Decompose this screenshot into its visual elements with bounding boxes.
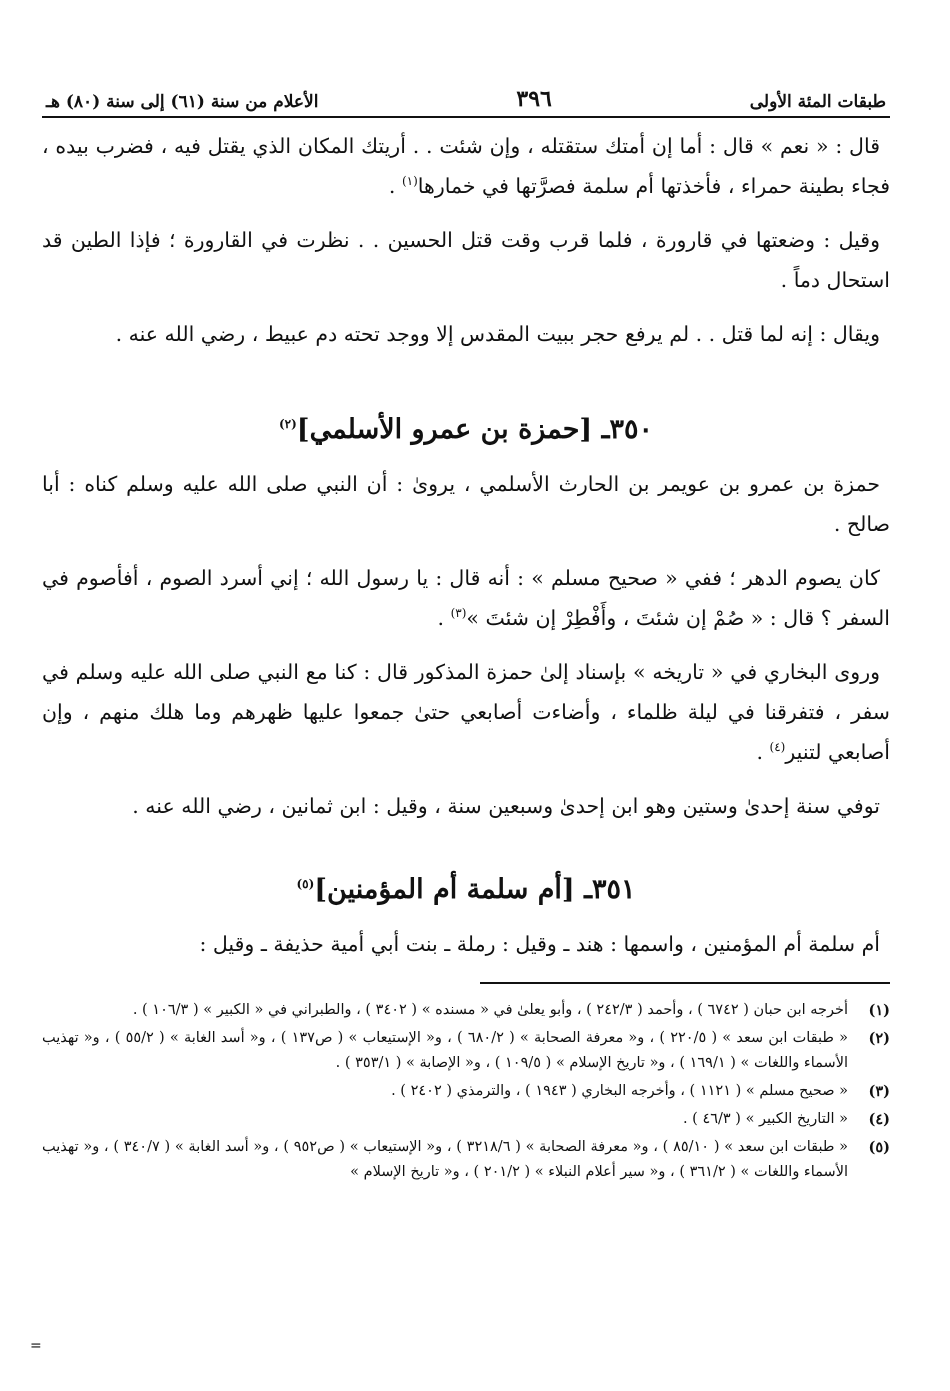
footnote-ref: (٣) (450, 606, 467, 621)
footnote-ref: (٥) (296, 877, 315, 891)
footnote (42, 1135, 890, 1185)
paragraph: توفي سنة إحدىٰ وستين وهو ابن إحدىٰ وسبعين سنة ، وقيل : ابن ثمانين ، رضي الله عنه . (132, 794, 880, 818)
running-header (42, 72, 890, 118)
footnote-text: « طبقات ابن سعد » ( ٨٥/١٠ ) ، و« معرفة الصحابة » ( ٣٢١٨/٦ ) ، و« الإستيعاب » ( ص٩٥٢ ) ، و« أسد الغابة » ( ٣٤٠/٧ ) ، و« تهذيب الأسماء واللغات » ( ٣٦١/٢ ) ، و« سير أعلام النبلاء » ( ٢٠١/٢ ) ، و« تاريخ الإسلام » (42, 1139, 848, 1180)
footnote-separator (480, 982, 890, 984)
paragraph: ويقال : إنه لما قتل . . لم يرفع حجر ببيت المقدس إلا ووجد تحته دم عبيط ، رضي الله عنه . (115, 322, 880, 346)
footnote-ref: (٢) (278, 417, 297, 431)
continuation-mark: = (30, 1338, 42, 1354)
footnote-number: (٢) (868, 1030, 890, 1047)
main-text (42, 126, 890, 964)
footnote-text: أخرجه ابن حبان ( ٦٧٤٢ ) ، وأحمد ( ٢٤٢/٣ ) ، وأبو يعلىٰ في « مسنده » ( ٣٤٠٢ ) ، والطبراني في « الكبير » ( ١٠٦/٣ ) . (132, 1002, 848, 1018)
header-section-title: الأعلام من سنة (٦١) إلى سنة (٨٠) هـ (46, 92, 319, 112)
footnote (42, 1107, 890, 1132)
header-book-title: طبقات المئة الأولى (749, 92, 886, 112)
paragraph: حمزة بن عمرو بن عويمر بن الحارث الأسلمي ، يروىٰ : أن النبي صلى الله عليه وسلم كناه : أبا صالح . (42, 472, 890, 536)
paragraph: وروى البخاري في « تاريخه » بإسناد إلىٰ حمزة المذكور قال : كنا مع النبي صلى الله عليه وسلم في سفر ، فتفرقنا في ليلة ظلماء ، وأضاءت أصابعي حتىٰ جمعوا عليها ظهرهم وما هلك منهم ، وإن أصابعي لتنير$^{(٤)}$ . (42, 660, 890, 764)
footnote-number: (٣) (868, 1083, 890, 1100)
footnote-number: (٥) (868, 1139, 890, 1156)
footnote-ref: (١) (401, 174, 418, 189)
footnote (42, 1026, 890, 1076)
footnote-number: (٤) (868, 1111, 890, 1128)
footnote-text: « صحيح مسلم » ( ١١٢١ ) ، وأخرجه البخاري ( ١٩٤٣ ) ، والترمذي ( ٢٤٠٢ ) . (391, 1083, 848, 1099)
footnotes (42, 998, 890, 1185)
footnote-text: « التاريخ الكبير » ( ٤٦/٣ ) . (682, 1111, 848, 1127)
paragraph: أم سلمة أم المؤمنين ، واسمها : هند ـ وقيل : رملة ـ بنت أبي أمية حذيفة ـ وقيل : (199, 932, 880, 956)
footnote-number: (١) (868, 1002, 890, 1019)
footnote-ref: (٤) (769, 740, 786, 755)
footnote (42, 1079, 890, 1104)
entry-heading-350: ٣٥٠ـ [حمزة بن عمرو الأسلمي]$^{(٢)}$ (278, 414, 654, 445)
footnote (42, 998, 890, 1023)
page-number: ٣٩٦ (516, 86, 552, 112)
paragraph: وقيل : وضعتها في قارورة ، فلما قرب وقت قتل الحسين . . نظرت في القارورة ؛ فإذا الطين قد استحال دماً . (42, 228, 890, 292)
footnote-text: « طبقات ابن سعد » ( ٢٢٠/٥ ) ، و« معرفة الصحابة » ( ٦٨٠/٢ ) ، و« الإستيعاب » ( ص١٣٧ ) ، و« أسد الغابة » ( ٥٥/٢ ) ، و« تهذيب الأسماء واللغات » ( ١٦٩/١ ) ، و« تاريخ الإسلام » ( ١٠٩/٥ ) ، و« الإصابة » ( ٣٥٣/١ ) . (42, 1030, 848, 1071)
book-page (42, 72, 890, 1188)
paragraph: كان يصوم الدهر ؛ ففي « صحيح مسلم » : أنه قال : يا رسول الله ؛ إني أسرد الصوم ، أفأصوم في السفر ؟ قال : « صُمْ إن شئتَ ، وأَفْطِرْ إن شئتَ »$^{(٣)}$ . (42, 566, 890, 630)
entry-heading-351: ٣٥١ـ [أم سلمة أم المؤمنين]$^{(٥)}$ (296, 874, 636, 905)
paragraph: قال : « نعم » قال : أما إن أمتك ستقتله ، وإن شئت . . أريتك المكان الذي يقتل فيه ، فضرب بيده ، فجاء بطينة حمراء ، فأخذتها أم سلمة فصرَّتها في خمارها$^{(١)}$ . (42, 134, 890, 198)
